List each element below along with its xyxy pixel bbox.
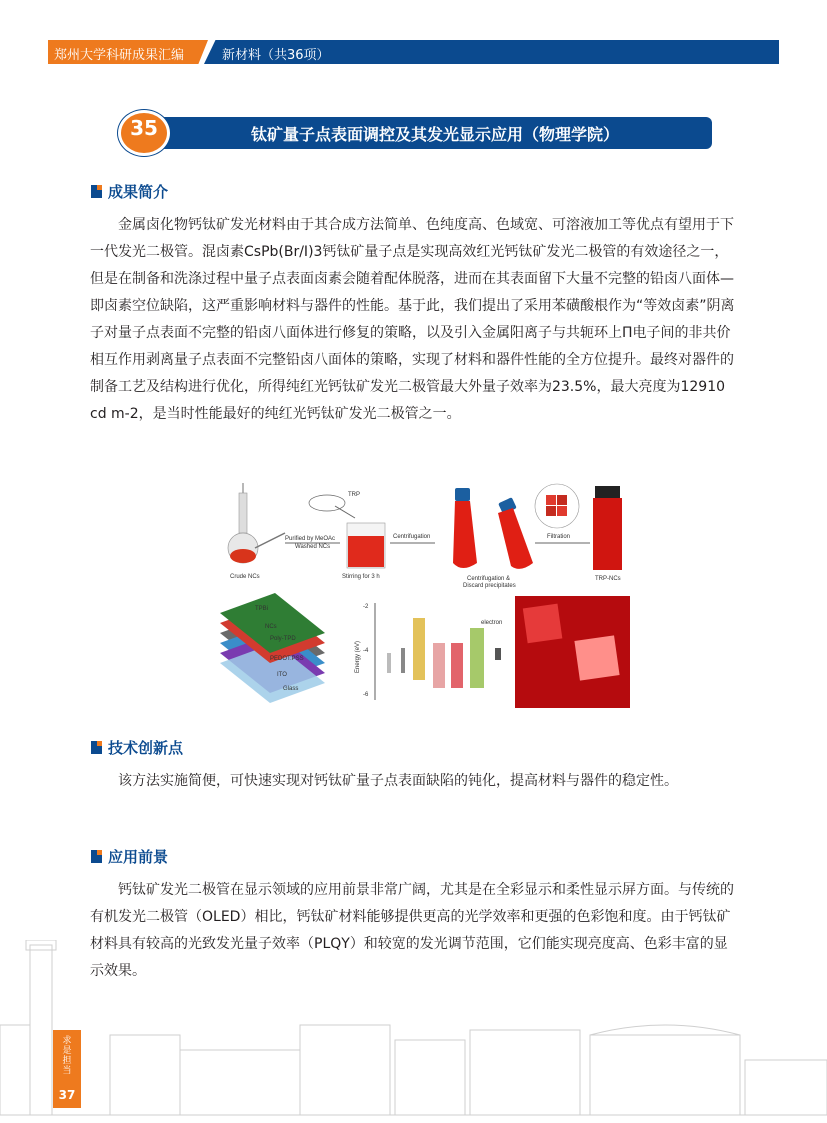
label-centrifugation: Centrifugation <box>393 534 431 540</box>
synthesis-apparatus <box>228 483 285 563</box>
innovation-text: 该方法实施简便，可快速实现对钙钛矿量子点表面缺陷的钝化，提高材料与器件的稳定性。 <box>118 773 678 789</box>
section-bullet-icon <box>91 850 102 863</box>
device-photo <box>515 596 630 708</box>
section-heading-innovation <box>91 737 183 758</box>
section-heading-intro <box>91 181 168 202</box>
layer-ito: ITO <box>277 672 287 678</box>
ytick-6: -6 <box>363 692 369 698</box>
stirring-beaker <box>309 495 385 568</box>
electron-label: electron <box>481 620 503 626</box>
layer-tpbi: TPBi <box>255 606 269 612</box>
label-trp: TRP <box>348 492 360 498</box>
section-heading-label: 技术创新点 <box>108 739 184 757</box>
energy-level-diagram <box>375 603 501 700</box>
label-filtration: Filtration <box>547 534 571 540</box>
page-title: 钛矿量子点表面调控及其发光显示应用（物理学院） <box>250 125 619 144</box>
experiment-figure <box>215 478 630 708</box>
header-collection-title: 郑州大学科研成果汇编 <box>54 48 185 63</box>
label-discard: Discard precipitates <box>463 583 516 589</box>
label-trp-ncs: TRP-NCs <box>595 576 621 582</box>
innovation-paragraph <box>90 768 740 795</box>
nanocrystal-cluster <box>535 484 579 528</box>
layer-pedot: PEDOT:PSS <box>270 656 304 662</box>
layer-glass: Glass <box>283 686 299 692</box>
intro-text: 金属卤化物钙钛矿发光材料由于其合成方法简单、色纯度高、色域宽、可溶液加工等优点有望用于下一代发光二极管。混卤素CsPb(Br/I)3钙钛矿量子点是实现高效红光钙钛矿发光二极管的有效途径之一，但是在制备和洗涤过程中量子点表面卤素会随着配体脱落，进而在其表面留下大量不完整的铅卤八面体—即卤素空位缺陷，这严重影响材料与器件的性能。基于此，我们提出了采用苯磺酸根作为“等效卤素”阴离子对量子点表面不完整的铅卤八面体进行修复的策略，以及引入金属阳离子与共轭环上Π电子间的非共价相互作用剥离量子点表面不完整铅卤八面体的策略，实现了材料和器件性能的全方位提升。最终对器件的制备工艺及结构进行优化，所得纯红光钙钛矿发光二极管最大外量子效率为23.5%，最大亮度为12910 cd m-2，是当时性能最好的纯红光钙钛矿发光二极管之一。 <box>90 217 735 422</box>
label-stirring: Stirring for 3 h <box>342 574 380 580</box>
prospect-text: 钙钛矿发光二极管在显示领域的应用前景非常广阔，尤其是在全彩显示和柔性显示屏方面。与传统的有机发光二极管（OLED）相比，钙钛矿材料能够提供更高的光学效率和更强的色彩饱和度。由于钙钛矿材料具有较高的光致发光量子效率（PLQY）和较宽的发光调节范围，它们能实现亮度高、色彩丰富的显示效果。 <box>90 882 734 979</box>
device-layer-stack <box>220 593 325 703</box>
title-number: 35 <box>130 116 158 140</box>
layer-ncs: NCs <box>265 624 277 630</box>
section-bullet-icon <box>91 741 102 754</box>
trp-ncs-vial <box>593 486 622 570</box>
page-number: 37 <box>58 1088 76 1102</box>
label-crude: Crude NCs <box>230 574 260 580</box>
section-heading-label: 成果简介 <box>108 183 169 201</box>
intro-paragraph <box>90 212 740 428</box>
label-centri-discard: Centrifugation & <box>467 576 511 582</box>
section-heading-label: 应用前景 <box>108 848 169 866</box>
label-washed: Washed NCs <box>295 544 331 550</box>
energy-axis-label: Energy (eV) <box>355 640 361 673</box>
ytick-2: -2 <box>363 604 369 610</box>
label-purified: Purified by MeOAc <box>285 536 336 542</box>
centrifuge-tubes <box>453 488 533 569</box>
header-category: 新材料（共36项） <box>222 48 330 63</box>
ytick-4: -4 <box>363 648 369 654</box>
section-bullet-icon <box>91 185 102 198</box>
footer-motto: 求是担当 <box>62 1036 72 1076</box>
layer-polytpd: Poly-TPD <box>270 636 296 642</box>
campus-skyline-illustration <box>0 940 827 1123</box>
section-heading-prospect <box>91 846 168 867</box>
